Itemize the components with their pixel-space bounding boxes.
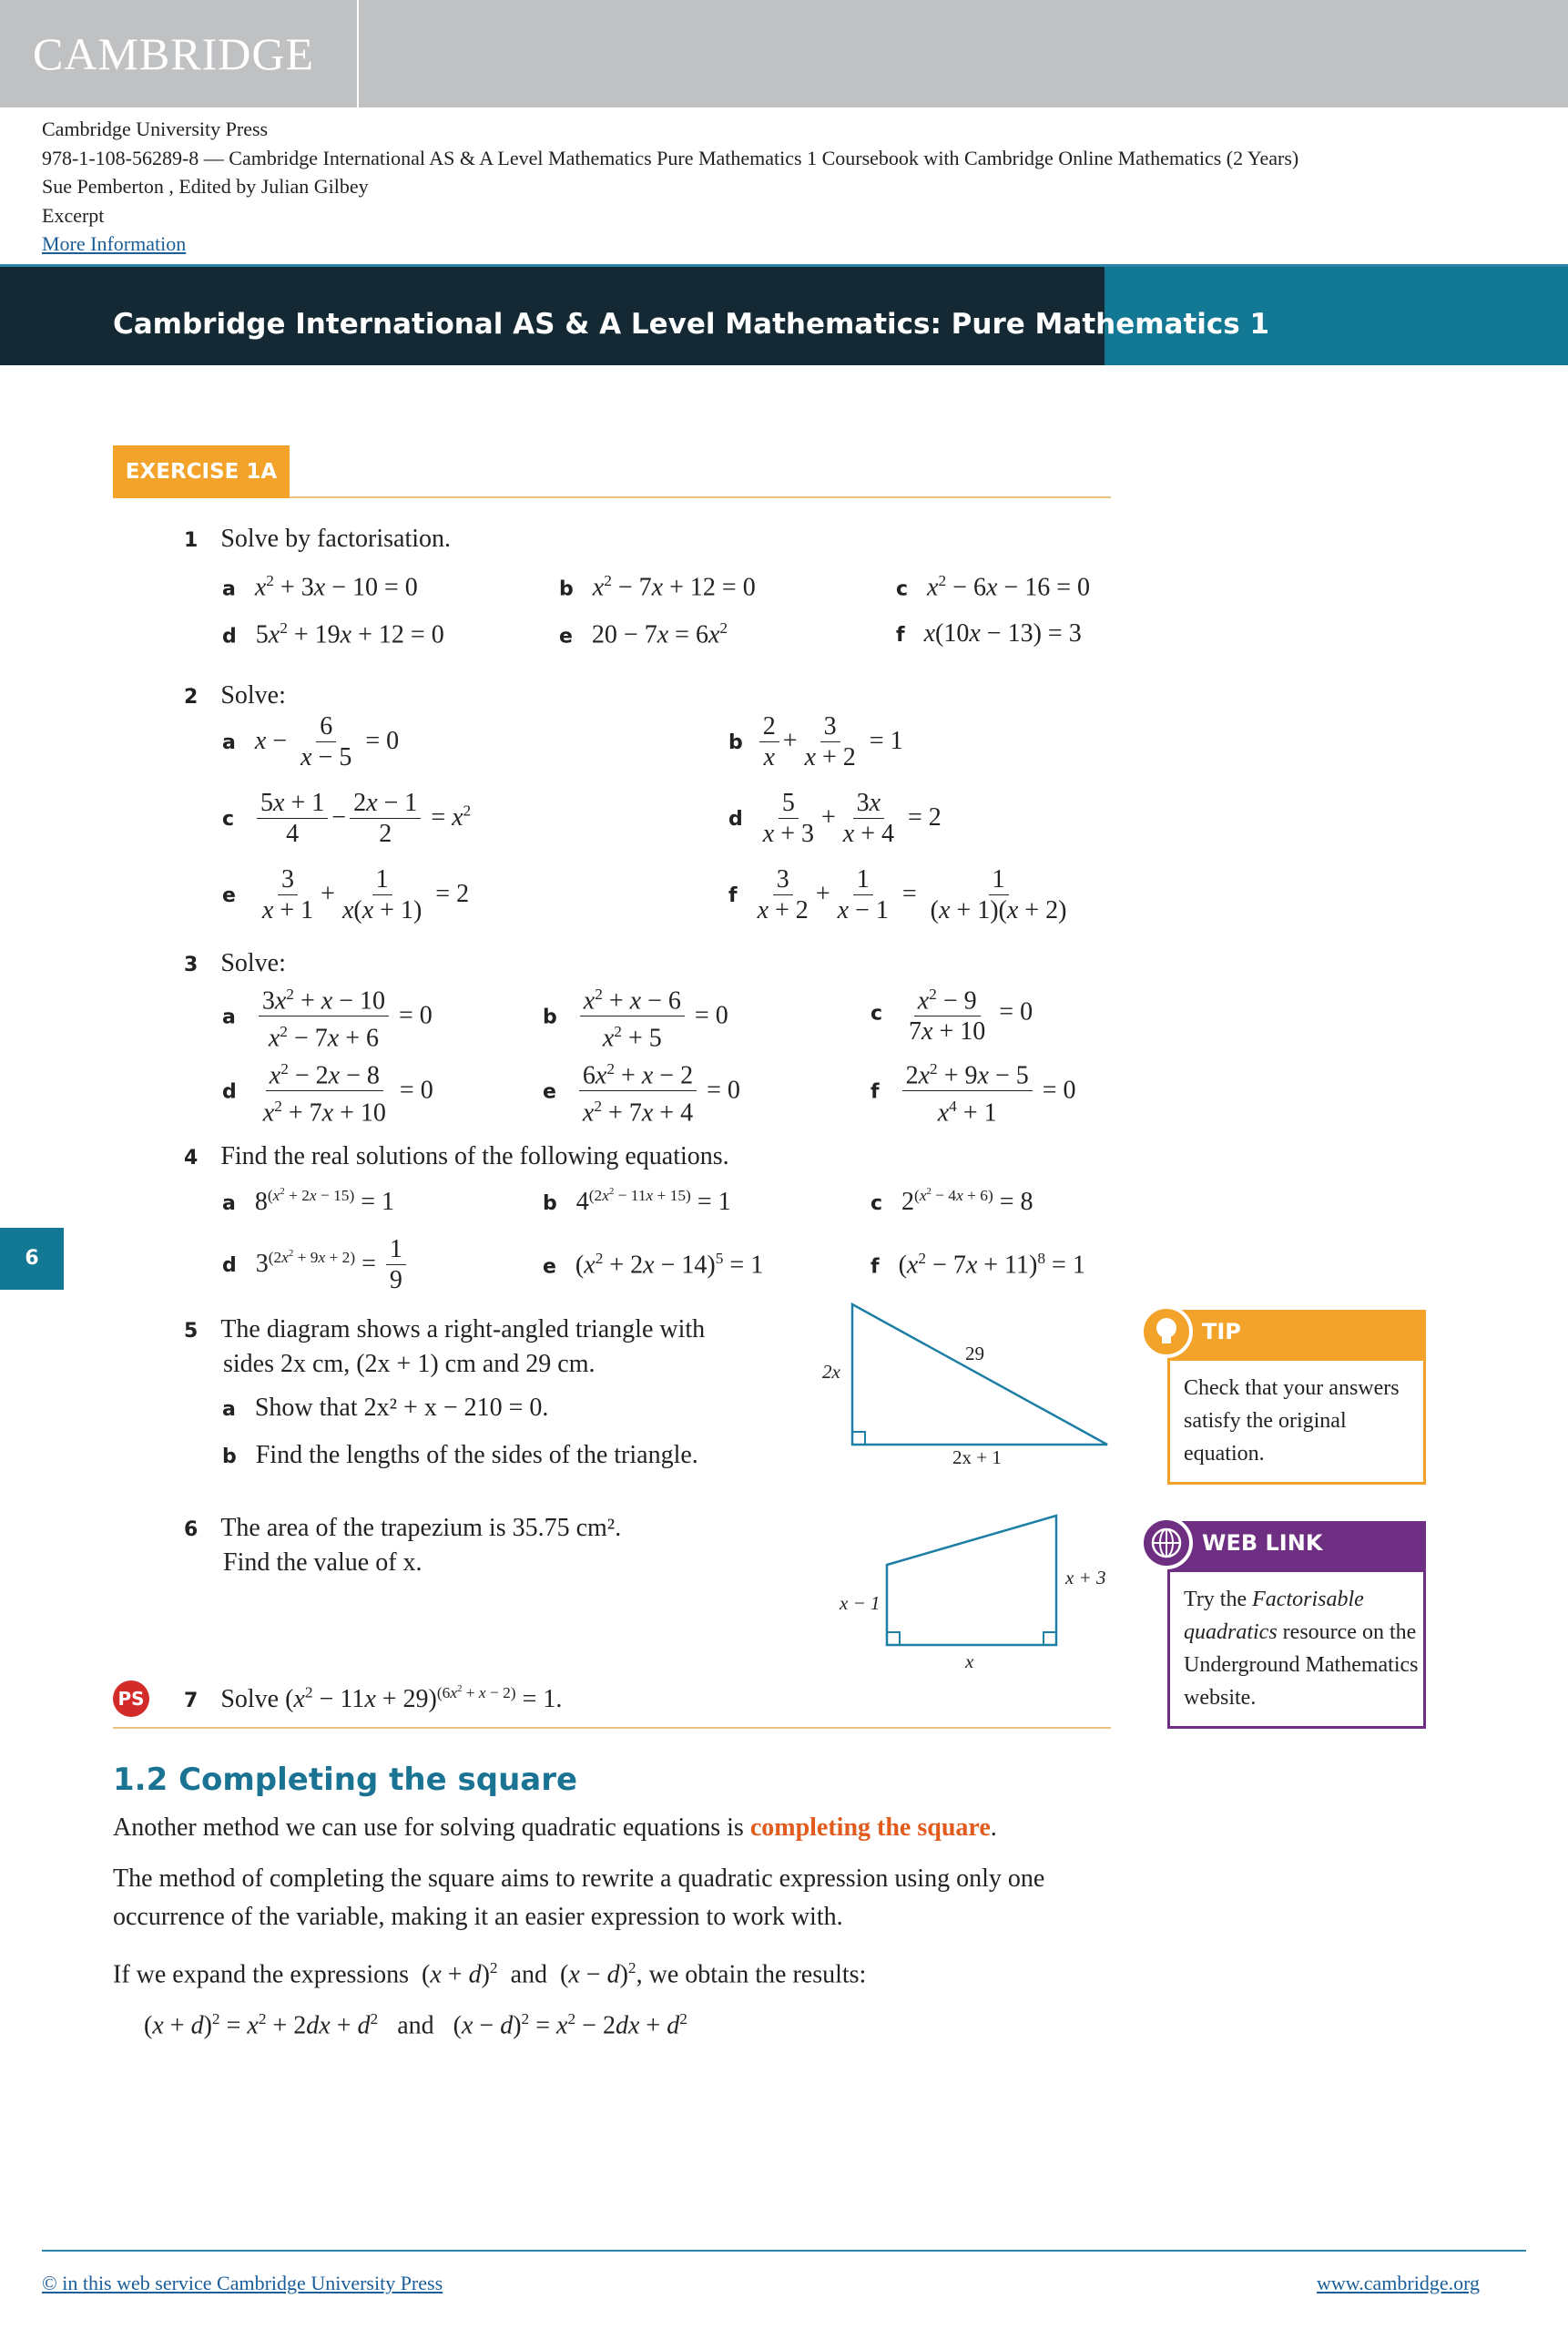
section-paragraph-2: The method of completing the square aims to rewrite a quadratic expression using only one occurrence of the variable, making it an easier expression to work with. (113, 1864, 1045, 1931)
triangle-shape (852, 1304, 1107, 1445)
weblink-text: Try the Factorisable quadratics resource on the Underground Mathematics website. (1184, 1588, 1419, 1710)
copyright-link[interactable]: © in this web service Cambridge University Press (42, 2272, 443, 2294)
q3c: c $\frac{x^2 - 9}{7x + 10}$ = 0 (871, 980, 1033, 1047)
q1-number: 1 (184, 529, 199, 552)
tip-text: Check that your answers satisfy the original equation. (1184, 1376, 1400, 1466)
q7: 7 Solve $(x^2 - 11x + 29)^{(6x^2 + x - 2)} = 1$. (184, 1683, 563, 1714)
q2: 2 Solve: (184, 681, 286, 710)
section-paragraph-3: If we expand the expressions $(x + d)^2$ and $(x - d)^2$, we obtain the results: (113, 1959, 867, 1989)
trapezium-label-base: x (965, 1650, 974, 1672)
triangle-label-hyp: 29 (965, 1343, 984, 1364)
book-metadata (42, 115, 1298, 259)
q4d: d $3^{(2x^2 + 9x + 2)}$ = $\frac{1}{9}$ (222, 1235, 410, 1296)
q5b: b Find the lengths of the sides of the triangle. (222, 1441, 698, 1469)
section-paragraph-1: Another method we can use for solving quadratic equations is completing the square. (113, 1813, 997, 1842)
tip-label: TIP (1202, 1319, 1241, 1344)
page-number-tab: 6 (0, 1228, 64, 1290)
q2f: f $\frac{3}{x + 2}$ + $\frac{1}{x - 1}$ = $\frac{1}{(x + 1)(x + 2)}$ (728, 865, 1067, 924)
q5a: a Show that 2x² + x − 210 = 0. (222, 1394, 549, 1422)
globe-icon (1140, 1517, 1193, 1569)
q2b: b $\frac{2}{x}$ + $\frac{3}{x + 2}$ = 1 (728, 712, 903, 771)
q4a: a $8^{(x^2 + 2x - 15)} = 1$ (222, 1186, 395, 1217)
q3: 3 Solve: (184, 949, 286, 977)
q5: 5 The diagram shows a right-angled triangle with sides 2x cm, (2x + 1) cm and 29 cm. (184, 1315, 706, 1378)
weblink-label: WEB LINK (1202, 1530, 1323, 1556)
q4c: c $2^{(x^2 - 4x + 6)} = 8$ (871, 1186, 1033, 1217)
q4e: e $(x^2 + 2x - 14)^5 = 1$ (543, 1250, 764, 1280)
q3f: f $\frac{2x^2 + 9x - 5}{x^4 + 1}$ = 0 (871, 1055, 1076, 1129)
exercise-end-rule (113, 1727, 1111, 1729)
q1e: e $20 - 7x = 6x^2$ (559, 619, 728, 649)
book-title: Cambridge International AS & A Level Mathematics: Pure Mathematics 1 (113, 308, 1270, 341)
q4b: b $4^{(2x^2 - 11x + 15)} = 1$ (543, 1186, 731, 1217)
isbn-title: 978-1-108-56289-8 — Cambridge International AS & A Level Mathematics Pure Mathematics 1 Coursebook with Cambridge Online Mathematics (2 Years) (42, 146, 1299, 169)
trapezium-label-left: x − 1 (840, 1592, 881, 1614)
q3d: d $\frac{x^2 - 2x - 8}{x^2 + 7x + 10}$ = 0 (222, 1055, 433, 1129)
authors: Sue Pemberton , Edited by Julian Gilbey (42, 175, 369, 198)
q1f: f x(10x − 13) = 3 (896, 619, 1082, 648)
q3a: a $\frac{3x^2 + x - 10}{x^2 - 7x + 6}$ = 0 (222, 980, 433, 1055)
q1a: a $x^2 + 3x - 10 = 0$ (222, 572, 418, 602)
exercise-tag: EXERCISE 1A (113, 445, 290, 498)
q1-text: Solve by factorisation. (220, 525, 452, 553)
right-angle-left (887, 1632, 900, 1645)
publisher: Cambridge University Press (42, 117, 269, 140)
q2c: c $\frac{5x + 1}{4}$ − $\frac{2x - 1}{2}$ = $x^2$ (222, 789, 472, 848)
q2d: d $\frac{5}{x + 3}$ + $\frac{3x}{x + 4}$ = 2 (728, 789, 942, 848)
q1c: c $x^2 - 6x - 16 = 0$ (896, 572, 1090, 602)
q4: 4 Find the real solutions of the following equations. (184, 1142, 729, 1170)
logo-divider (357, 0, 359, 107)
cambridge-logo: CAMBRIDGE (33, 28, 315, 79)
footer-rule (42, 2250, 1526, 2252)
q1b: b $x^2 - 7x + 12 = 0$ (559, 572, 756, 602)
q1 (184, 525, 451, 554)
q2a: a x − $\frac{6}{x - 5}$ = 0 (222, 712, 400, 771)
q3b: b $\frac{x^2 + x - 6}{x^2 + 5}$ = 0 (543, 980, 728, 1055)
expansion-results: $(x + d)^2 = x^2 + 2dx + d^2$ and $(x - d)^2 = x^2 - 2dx + d^2$ (144, 2010, 687, 2040)
lightbulb-icon (1140, 1305, 1193, 1358)
q3e: e $\frac{6x^2 + x - 2}{x^2 + 7x + 4}$ = 0 (543, 1055, 740, 1129)
exercise-rule (290, 496, 1111, 498)
q6: 6 The area of the trapezium is 35.75 cm². Find the value of x. (184, 1514, 622, 1577)
trapezium-shape (887, 1516, 1056, 1645)
triangle-label-left: 2x (822, 1361, 840, 1383)
right-angle-marker (852, 1432, 865, 1445)
trapezium-label-right: x + 3 (1065, 1567, 1106, 1588)
section-title: 1.2 Completing the square (113, 1762, 578, 1798)
cambridge-website-link[interactable]: www.cambridge.org (1317, 2272, 1481, 2294)
trapezium-diagram (874, 1503, 1074, 1658)
triangle-label-base: 2x + 1 (952, 1446, 1002, 1468)
excerpt-label: Excerpt (42, 203, 105, 227)
problem-solving-badge: PS (113, 1680, 149, 1717)
q4f: f $(x^2 - 7x + 11)^8 = 1$ (871, 1250, 1085, 1280)
more-information-link[interactable]: More Information (42, 232, 187, 255)
q2e: e $\frac{3}{x + 1}$ + $\frac{1}{x(x + 1)}$ = 2 (222, 865, 470, 924)
right-angle-right (1044, 1632, 1056, 1645)
q1d: d $5x^2 + 19x + 12 = 0$ (222, 619, 444, 649)
keyword-completing-the-square: completing the square (749, 1813, 991, 1842)
